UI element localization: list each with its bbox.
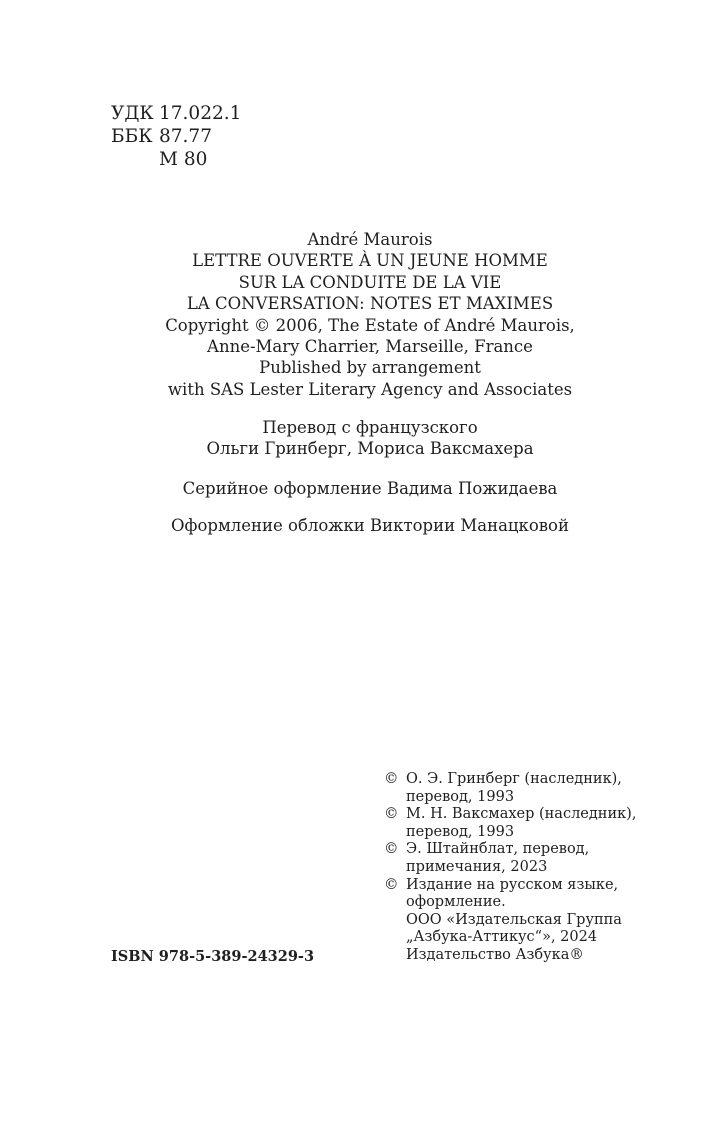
copyright-item [384,877,636,965]
copyright-line: примечания, 2023 [406,858,548,875]
udk-row [111,102,241,125]
bbk-value: 87.77 [159,126,212,147]
copyright-sign: © [384,806,399,823]
copyright-line: ООО «Издательская Группа [406,911,622,928]
copyright-item [384,771,636,806]
copyright-item [384,806,636,841]
copyright-sign: © [384,841,399,858]
copyright-item [384,841,636,876]
series-design-text: Серийное оформление Вадима Пожидаева [182,479,558,498]
isbn: ISBN 978-5-389-24329-3 [111,948,315,965]
series-design-credit [0,478,709,499]
copyright-sign: © [384,771,399,787]
translation-line-2: Ольги Гринберг, Мориса Ваксмахера [206,439,534,459]
original-title-line-2: SUR LA CONDUITE DE LA VIE [238,272,502,292]
original-title-line-1: LETTRE OUVERTE À UN JEUNE HOMME [192,251,548,271]
copyright-line: Издание на русском языке, [406,876,619,893]
copyright-line: перевод, 1993 [406,788,515,805]
arrangement-line-1: Published by arrangement [259,358,481,378]
cover-design-text: Оформление обложки Виктории Манацковой [171,516,569,535]
copyright-line: О. Э. Гринберг (наследник), [406,771,622,787]
original-copyright-line-1: Copyright © 2006, The Estate of André Maurois, [165,315,575,335]
translation-block [0,417,709,460]
copyright-line: Издательство Азбука® [406,946,584,963]
original-edition-block [0,229,709,400]
udk-value: 17.022.1 [159,103,242,124]
author-mark-row [111,148,241,171]
copyright-line: перевод, 1993 [406,823,515,840]
bbk-row [111,125,241,148]
copyright-list [384,771,636,965]
classification-codes [111,102,241,171]
copyright-line: „Азбука-Аттикус“», 2024 [406,929,598,946]
original-author: André Maurois [307,230,433,249]
copyright-sign: © [384,876,399,893]
author-mark: М 80 [159,149,208,170]
arrangement-line-2: with SAS Lester Literary Agency and Associates [167,379,573,399]
bbk-label: ББК [111,126,153,147]
copyright-line: М. Н. Ваксмахер (наследник), [406,806,637,823]
original-title-line-3: LA CONVERSATION: NOTES ET MAXIMES [186,294,554,314]
cover-design-credit [0,515,709,536]
copyright-line: оформление. [406,894,506,911]
udk-label: УДК [111,103,154,124]
copyright-line: Э. Штайнблат, перевод, [406,841,590,858]
original-copyright-line-2: Anne-Mary Charrier, Marseille, France [207,337,533,357]
translation-line-1: Перевод с французского [262,418,478,437]
